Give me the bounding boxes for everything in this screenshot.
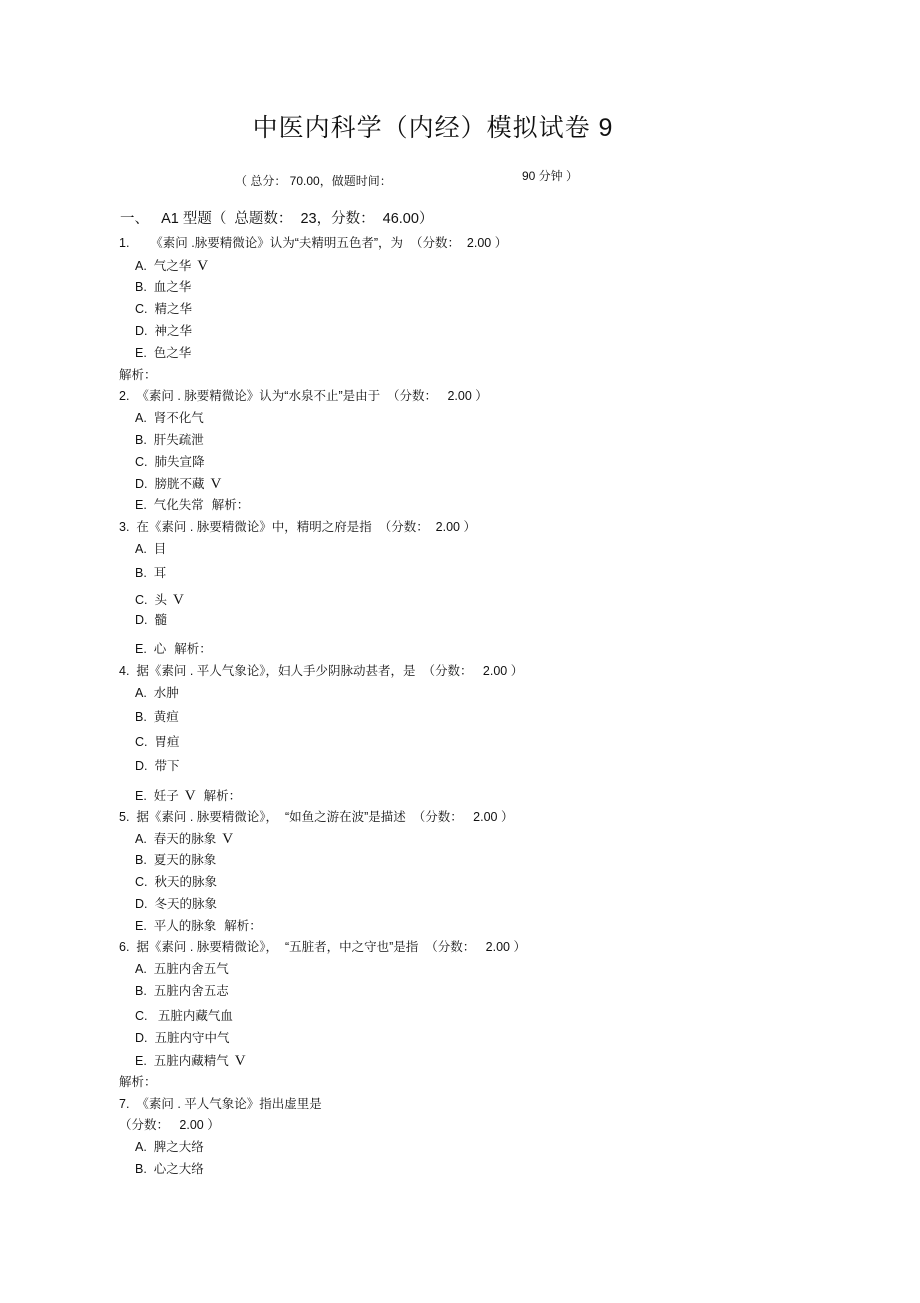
option-text: E. 心	[135, 642, 167, 656]
option-text: B. 五脏内舍五志	[135, 984, 229, 998]
answer-option	[135, 736, 179, 749]
option-text: B. 血之华	[135, 280, 192, 294]
answer-option	[135, 281, 191, 294]
answer-option	[135, 477, 221, 492]
option-text: C. 胃疸	[135, 735, 180, 749]
answer-option	[135, 711, 179, 724]
option-text: A. 脾之大络	[135, 1140, 204, 1154]
answer-option	[135, 412, 204, 425]
option-text: D. 五脏内守中气	[135, 1031, 230, 1045]
answer-option	[135, 760, 179, 773]
option-text: E. 妊子	[135, 789, 179, 803]
option-text: D. 髓	[135, 613, 167, 627]
option-text: D. 神之华	[135, 324, 192, 338]
analysis-label: 解析：	[174, 642, 212, 656]
answer-option	[135, 1054, 246, 1069]
option-text: B. 黄疸	[135, 710, 179, 724]
option-text: A. 五脏内舍五气	[135, 962, 229, 976]
answer-option	[135, 543, 166, 556]
correct-answer-mark: V	[197, 258, 209, 274]
option-text: B. 心之大络	[135, 1162, 204, 1176]
question-stem: 4. 据《素问 . 平人气象论》，妇人手少阴脉动甚者，是 （分数： 2.00 ）	[119, 664, 524, 678]
option-text: E. 平人的脉象	[135, 919, 217, 933]
correct-answer-mark: V	[234, 1053, 246, 1069]
correct-answer-mark: V	[184, 788, 196, 804]
question-score: （分数： 2.00 ）	[119, 1118, 220, 1132]
answer-option	[135, 963, 229, 976]
option-text: A. 目	[135, 542, 167, 556]
option-text: B. 夏天的脉象	[135, 853, 217, 867]
answer-option	[135, 898, 217, 911]
option-text: E. 色之华	[135, 346, 192, 360]
correct-answer-mark: V	[210, 476, 222, 492]
answer-option	[135, 1163, 204, 1176]
option-text: A. 春天的脉象	[135, 832, 217, 846]
option-text: C. 肺失宣降	[135, 455, 205, 469]
correct-answer-mark: V	[222, 831, 234, 847]
answer-option	[135, 593, 184, 608]
answer-option	[135, 832, 233, 847]
analysis-label: 解析：	[119, 368, 157, 382]
exam-meta-duration: 90 分钟 ）	[522, 169, 579, 183]
option-text: B. 耳	[135, 566, 167, 580]
answer-option	[135, 920, 262, 933]
option-text: D. 膀胱不藏	[135, 477, 205, 491]
answer-option	[135, 567, 166, 580]
option-text: E. 气化失常	[135, 498, 204, 512]
option-text: B. 肝失疏泄	[135, 433, 204, 447]
answer-option	[135, 854, 216, 867]
option-text: E. 五脏内藏精气	[135, 1054, 229, 1068]
answer-option	[135, 259, 208, 274]
question-stem: 1. 《素问 .脉要精微论》认为“夫精明五色者”，为 （分数： 2.00 ）	[119, 236, 508, 250]
option-text: A. 气之华	[135, 259, 192, 273]
answer-option	[135, 1010, 233, 1023]
answer-option	[135, 876, 217, 889]
answer-option	[135, 456, 204, 469]
analysis-label: 解析：	[211, 498, 250, 512]
question-stem: 5. 据《素问 . 脉要精微论》， “如鱼之游在波”是描述 （分数： 2.00 ）	[119, 810, 514, 824]
answer-option	[135, 789, 241, 804]
option-text: A. 水肿	[135, 686, 179, 700]
analysis-label: 解析：	[119, 1075, 157, 1089]
option-text: C. 精之华	[135, 302, 192, 316]
answer-option	[135, 434, 204, 447]
option-text: C. 秋天的脉象	[135, 875, 217, 889]
answer-option	[135, 499, 249, 512]
exam-meta-score-time: （ 总分： 70.00，做题时间：	[235, 174, 392, 188]
answer-option	[135, 1141, 204, 1154]
answer-option	[135, 985, 229, 998]
analysis-label: 解析：	[203, 789, 242, 803]
answer-option	[135, 614, 167, 627]
analysis-label: 解析：	[224, 919, 262, 933]
answer-option	[135, 303, 192, 316]
option-text: C. 五脏内藏气血	[135, 1009, 233, 1023]
question-stem: 3. 在《素问 . 脉要精微论》中，精明之府是指 （分数： 2.00 ）	[119, 520, 476, 534]
correct-answer-mark: V	[172, 592, 184, 608]
answer-option	[135, 643, 212, 656]
document-title: 中医内科学（内经）模拟试卷 9	[252, 114, 614, 142]
answer-option	[135, 347, 191, 360]
option-text: C. 头	[135, 593, 167, 607]
answer-option	[135, 325, 192, 338]
answer-option	[135, 1032, 229, 1045]
option-text: D. 冬天的脉象	[135, 897, 217, 911]
option-text: D. 带下	[135, 759, 180, 773]
section-heading: 一、 A1 型题（ 总题数： 23，分数： 46.00）	[120, 211, 434, 227]
option-text: A. 肾不化气	[135, 411, 204, 425]
question-stem: 6. 据《素问 . 脉要精微论》， “五脏者，中之守也”是指 （分数： 2.00 ）	[119, 940, 526, 954]
answer-option	[135, 687, 179, 700]
question-stem: 2. 《素问 . 脉要精微论》认为“水泉不止”是由于 （分数： 2.00 ）	[119, 389, 488, 403]
question-stem: 7. 《素问 . 平人气象论》指出虚里是	[119, 1097, 322, 1111]
